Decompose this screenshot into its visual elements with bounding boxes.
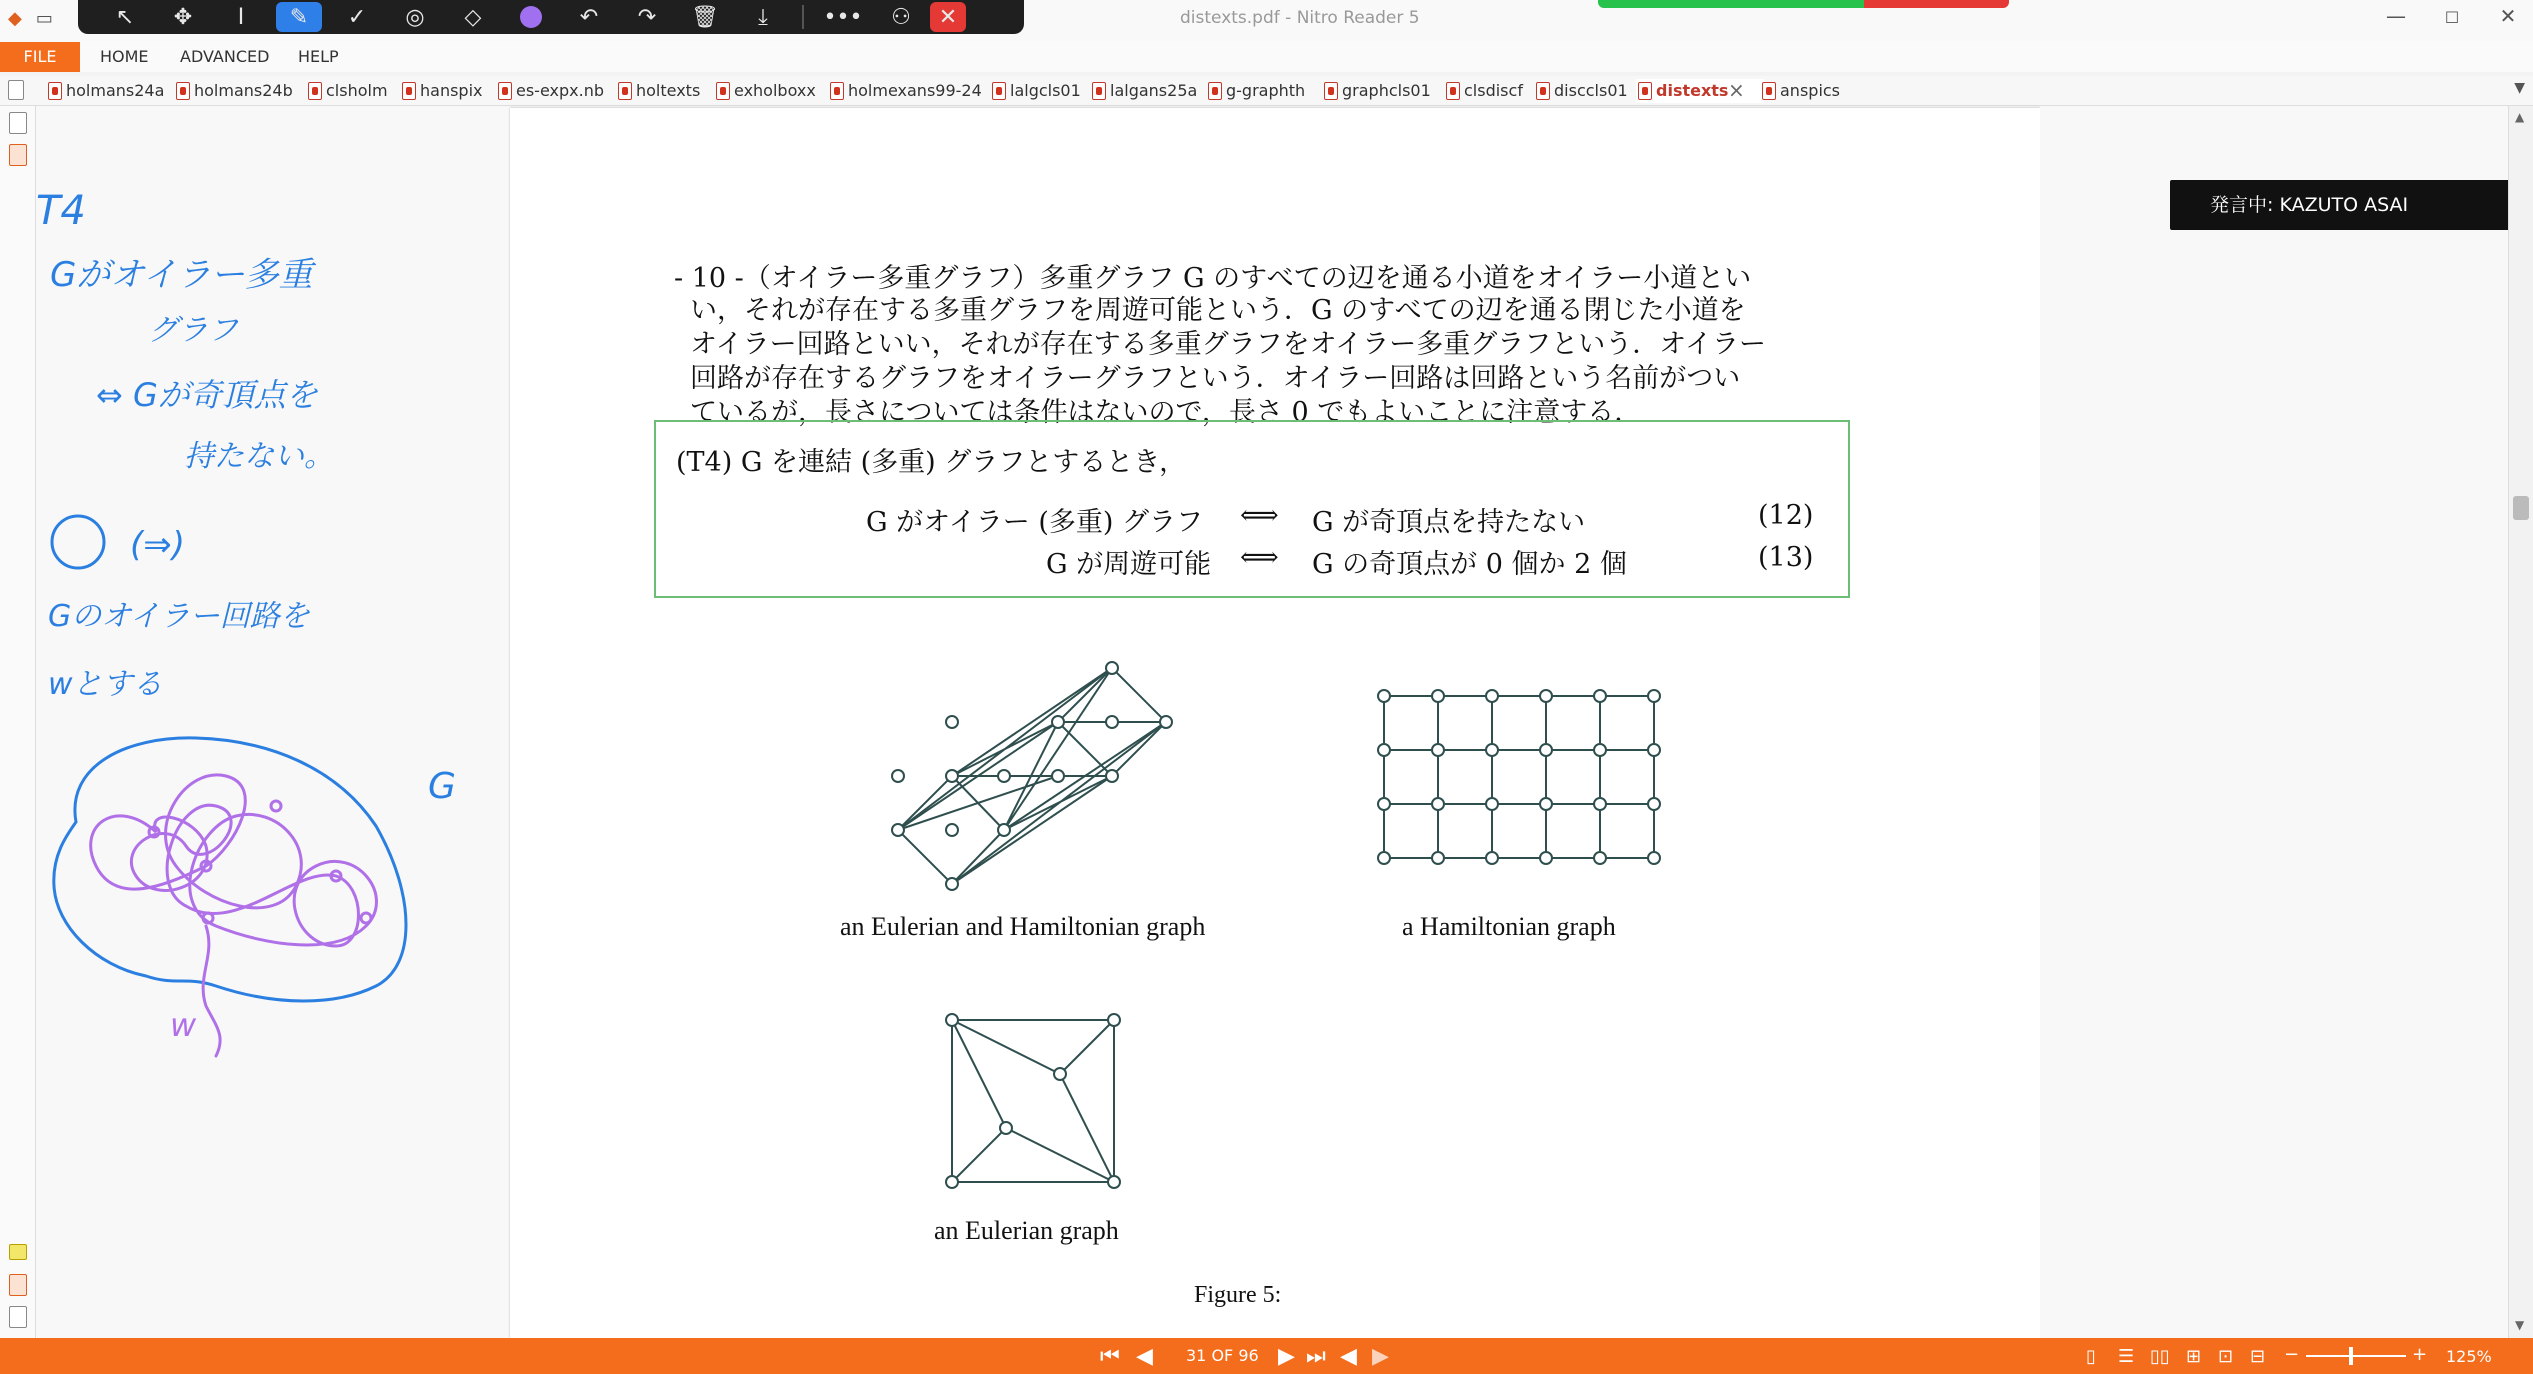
theorem-eq13-right: G の奇頂点が 0 個か 2 個 bbox=[1312, 549, 1627, 580]
note-g-label: G bbox=[428, 766, 456, 807]
download-icon[interactable]: ⤓ bbox=[758, 4, 768, 30]
right-canvas-area bbox=[2040, 106, 2518, 1338]
euler-graph bbox=[946, 1014, 1120, 1188]
scroll-up-icon[interactable]: ▲ bbox=[2515, 110, 2525, 124]
fit-width-icon[interactable]: ⊡ bbox=[2218, 1346, 2234, 1367]
previous-page-icon[interactable]: ◀ bbox=[1136, 1344, 1153, 1369]
tab-distexts[interactable]: distexts bbox=[1636, 79, 1764, 103]
menu-file[interactable]: FILE bbox=[0, 42, 80, 72]
doc-paragraph-line-1: - 10 -（オイラー多重グラフ）多重グラフ G のすべての辺を通る小道をオイラー小道とい bbox=[674, 263, 1752, 294]
tab-close-icon[interactable]: × bbox=[1728, 78, 1745, 102]
note-line-7: wとする bbox=[48, 667, 163, 702]
tab-holtexts[interactable]: holtexts bbox=[616, 79, 700, 103]
tab-clsdiscf[interactable]: clsdiscf bbox=[1444, 79, 1523, 103]
zoom-slider[interactable] bbox=[2306, 1355, 2406, 1357]
open-folder-icon[interactable]: ▭ bbox=[35, 8, 53, 29]
theorem-iff-13: ⟺ bbox=[1240, 542, 1279, 573]
note-line-3: ⇔ Gが奇頂点を bbox=[96, 376, 318, 414]
vertical-scrollbar[interactable] bbox=[2508, 106, 2533, 1338]
two-page-continuous-icon[interactable]: ⊞ bbox=[2186, 1346, 2202, 1367]
doc-paragraph-line-4: 回路が存在するグラフをオイラーグラフという．オイラー回路は回路という名前がつい bbox=[690, 363, 1741, 394]
minimize-button[interactable]: — bbox=[2386, 4, 2406, 28]
menu-help[interactable]: HELP bbox=[298, 47, 339, 66]
maximize-button[interactable]: ☐ bbox=[2444, 8, 2460, 27]
window-title: distexts.pdf - Nitro Reader 5 bbox=[1180, 8, 1420, 28]
caption-euler: an Eulerian graph bbox=[934, 1216, 1119, 1245]
tab-holmans24b[interactable]: holmans24b bbox=[174, 79, 293, 103]
scroll-down-icon[interactable]: ▼ bbox=[2515, 1318, 2525, 1332]
tab-holmans24a[interactable]: holmans24a bbox=[46, 79, 164, 103]
status-bar bbox=[0, 1338, 2533, 1374]
note-line-5: (⇒) bbox=[130, 525, 186, 565]
move-icon[interactable]: ✥ bbox=[173, 4, 193, 30]
delete-icon[interactable]: 🗑 bbox=[691, 4, 719, 30]
tab-exholboxx[interactable]: exholboxx bbox=[714, 79, 816, 103]
tab-graphcls01[interactable]: graphcls01 bbox=[1322, 79, 1431, 103]
fit-page-icon[interactable]: ⊟ bbox=[2250, 1346, 2266, 1367]
tab-hanspix[interactable]: hanspix bbox=[400, 79, 483, 103]
zoom-slider-knob[interactable] bbox=[2349, 1347, 2353, 1365]
doc-paragraph-line-5: ているが，長さについては条件はないので，長さ 0 でもよいことに注意する． bbox=[690, 397, 1642, 428]
note-w-label: w bbox=[170, 1006, 197, 1044]
zoom-level[interactable]: 125% bbox=[2446, 1347, 2492, 1366]
tab-list-dropdown-icon[interactable]: ▼ bbox=[2514, 80, 2525, 96]
tab-disccls01[interactable]: disccls01 bbox=[1534, 79, 1628, 103]
caption-euler-hamilton: an Eulerian and Hamiltonian graph bbox=[840, 912, 1206, 941]
user-settings-icon[interactable]: ⚇ bbox=[891, 4, 911, 30]
page-indicator[interactable]: 31 OF 96 bbox=[1186, 1346, 1259, 1365]
theorem-eq12-right: G が奇頂点を持たない bbox=[1312, 507, 1586, 538]
theorem-eq13-left: G が周遊可能 bbox=[1046, 549, 1212, 580]
caption-figure-5: Figure 5: bbox=[1194, 1282, 1282, 1308]
close-window-button[interactable]: ✕ bbox=[2499, 4, 2517, 28]
note-line-2: グラフ bbox=[148, 313, 238, 348]
redo-icon[interactable]: ↷ bbox=[637, 4, 657, 30]
menu-advanced[interactable]: ADVANCED bbox=[180, 47, 270, 66]
zoom-in-icon[interactable]: + bbox=[2412, 1344, 2428, 1365]
tab-es-expx[interactable]: es-expx.nb bbox=[496, 79, 604, 103]
forward-view-icon[interactable]: ▶ bbox=[1372, 1344, 1389, 1369]
scrollbar-thumb[interactable] bbox=[2513, 496, 2529, 520]
pointer-icon[interactable]: ↖ bbox=[115, 4, 135, 30]
speaking-indicator: 発言中: KAZUTO ASAI bbox=[2170, 180, 2512, 230]
theorem-eq13-number: (13) bbox=[1758, 542, 1814, 573]
last-page-icon[interactable]: ⏭ bbox=[1306, 1344, 1326, 1369]
theorem-intro: (T4) G を連結 (多重) グラフとするとき， bbox=[676, 447, 1187, 478]
doc-paragraph-line-3: オイラー回路といい，それが存在する多重グラフをオイラー多重グラフという．オイラー bbox=[690, 329, 1766, 360]
back-view-icon[interactable]: ◀ bbox=[1340, 1344, 1357, 1369]
theorem-eq12-left: G がオイラー (多重) グラフ bbox=[866, 507, 1204, 538]
note-line-6: Gのオイラー回路を bbox=[48, 599, 310, 634]
note-line-4: 持たない。 bbox=[184, 439, 334, 474]
tab-clsholm[interactable]: clsholm bbox=[306, 79, 388, 103]
tab-g-graphth[interactable]: g-graphth bbox=[1206, 79, 1305, 103]
tab-anspics[interactable]: anspics bbox=[1760, 79, 1840, 103]
two-page-view-icon[interactable]: ▯▯ bbox=[2150, 1346, 2170, 1367]
check-icon[interactable]: ✓ bbox=[347, 4, 367, 30]
tab-lalgans25a[interactable]: lalgans25a bbox=[1090, 79, 1197, 103]
text-cursor-icon[interactable]: I bbox=[237, 4, 245, 30]
pen-icon[interactable]: ✎ bbox=[276, 2, 322, 32]
theorem-iff-12: ⟺ bbox=[1240, 500, 1279, 531]
note-t4: T4 bbox=[36, 188, 86, 234]
continuous-view-icon[interactable]: ☰ bbox=[2118, 1346, 2135, 1367]
undo-icon[interactable]: ↶ bbox=[579, 4, 599, 30]
menu-home[interactable]: HOME bbox=[100, 47, 149, 66]
first-page-icon[interactable]: ⏮ bbox=[1100, 1344, 1120, 1369]
nitro-logo-icon[interactable]: ◆ bbox=[8, 8, 22, 29]
note-line-1: Gがオイラー多重 bbox=[50, 255, 313, 295]
eraser-icon[interactable]: ◇ bbox=[464, 4, 482, 30]
caption-hamilton: a Hamiltonian graph bbox=[1402, 912, 1616, 941]
doc-paragraph-line-2: い，それが存在する多重グラフを周遊可能という．G のすべての辺を通る閉じた小道を bbox=[690, 295, 1746, 326]
close-icon[interactable]: ✕ bbox=[930, 2, 966, 32]
tab-holmexans99-24[interactable]: holmexans99-24 bbox=[828, 79, 982, 103]
lasso-icon[interactable]: ◎ bbox=[405, 4, 425, 30]
hamilton-grid-graph bbox=[1378, 690, 1660, 864]
next-page-icon[interactable]: ▶ bbox=[1278, 1344, 1295, 1369]
tab-lalgcls01[interactable]: lalgcls01 bbox=[990, 79, 1081, 103]
zoom-out-icon[interactable]: − bbox=[2284, 1344, 2300, 1365]
more-icon[interactable]: ••• bbox=[823, 4, 863, 30]
theorem-eq12-number: (12) bbox=[1758, 500, 1814, 531]
single-page-view-icon[interactable]: ▯ bbox=[2086, 1346, 2096, 1367]
euler-hamilton-graph bbox=[892, 662, 1172, 890]
